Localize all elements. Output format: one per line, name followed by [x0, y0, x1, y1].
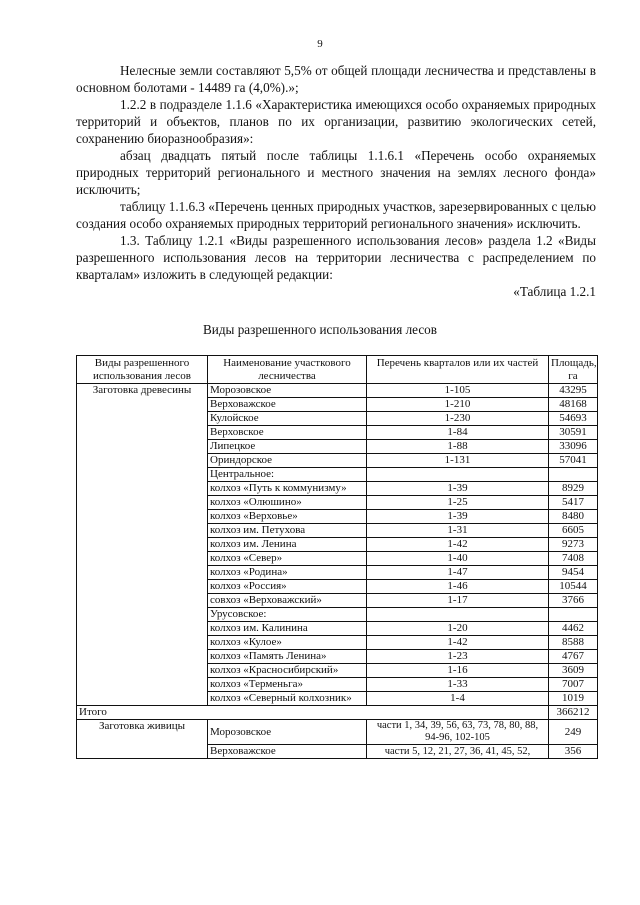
area-cell: 9273 [549, 538, 598, 552]
area-cell [549, 468, 598, 482]
area-cell: 43295 [549, 384, 598, 398]
district-cell: колхоз им. Калинина [208, 622, 367, 636]
quarters-cell [367, 608, 549, 622]
area-cell: 1019 [549, 692, 598, 706]
district-cell: колхоз «Олюшино» [208, 496, 367, 510]
district-cell: колхоз «Россия» [208, 580, 367, 594]
quarters-cell: 1-31 [367, 524, 549, 538]
table-row [77, 720, 598, 745]
area-cell: 249 [549, 720, 598, 745]
area-cell: 33096 [549, 440, 598, 454]
area-cell: 30591 [549, 426, 598, 440]
district-cell: Морозовское [208, 384, 367, 398]
area-cell: 57041 [549, 454, 598, 468]
table-row [77, 384, 598, 398]
district-cell: колхоз «Терменьга» [208, 678, 367, 692]
total-label: Итого [77, 706, 549, 720]
use-type-cell: Заготовка древесины [77, 384, 208, 706]
header-area: Площадь, га [549, 356, 598, 384]
forest-use-table [76, 355, 598, 759]
paragraph-table-1163: таблицу 1.1.6.3 «Перечень ценных природных участков, зарезервированных с целью создания особо охраняемых природных территорий регионального значения» исключить. [76, 199, 596, 231]
header-quarters: Перечень кварталов или их частей [367, 356, 549, 384]
body-text [76, 62, 596, 300]
area-cell: 6605 [549, 524, 598, 538]
area-cell: 3609 [549, 664, 598, 678]
page-number: 9 [317, 38, 323, 50]
quarters-cell: 1-39 [367, 482, 549, 496]
table-reference: «Таблица 1.2.1 [513, 284, 596, 299]
district-cell: колхоз «Красносибирский» [208, 664, 367, 678]
quarters-cell: 1-105 [367, 384, 549, 398]
quarters-cell: 1-230 [367, 412, 549, 426]
district-cell: колхоз им. Ленина [208, 538, 367, 552]
quarters-cell: 1-40 [367, 552, 549, 566]
quarters-cell: 1-17 [367, 594, 549, 608]
table-title: Виды разрешенного использования лесов [202, 322, 438, 337]
district-cell: Липецкое [208, 440, 367, 454]
quarters-cell: 1-84 [367, 426, 549, 440]
area-cell: 356 [549, 745, 598, 759]
area-cell: 9454 [549, 566, 598, 580]
area-cell: 3766 [549, 594, 598, 608]
area-cell: 8480 [549, 510, 598, 524]
district-cell: колхоз им. Петухова [208, 524, 367, 538]
district-cell: Ориндорское [208, 454, 367, 468]
district-cell: колхоз «Кулое» [208, 636, 367, 650]
quarters-cell [367, 468, 549, 482]
district-cell: Верховажское [208, 745, 367, 759]
quarters-cell: 1-131 [367, 454, 549, 468]
paragraph-nonforest: Нелесные земли составляют 5,5% от общей площади лесничества и представлены в основном болотами - 14489 га (4,0%).»; [76, 63, 596, 95]
quarters-cell: 1-16 [367, 664, 549, 678]
district-cell: колхоз «Северный колхозник» [208, 692, 367, 706]
header-use-type: Виды разрешенного использования лесов [77, 356, 208, 384]
district-cell: Морозовское [208, 720, 367, 745]
area-cell: 48168 [549, 398, 598, 412]
district-cell: колхоз «Север» [208, 552, 367, 566]
area-cell: 4767 [549, 650, 598, 664]
quarters-cell: 1-33 [367, 678, 549, 692]
district-cell: Верховское [208, 426, 367, 440]
quarters-cell: 1-88 [367, 440, 549, 454]
district-cell: Центральное: [208, 468, 367, 482]
area-cell: 7007 [549, 678, 598, 692]
table-header-row [77, 356, 598, 384]
paragraph-table-121: 1.3. Таблицу 1.2.1 «Виды разрешенного использования лесов» раздела 1.2 «Виды разрешенного использования лесов на территории лесничества с распределением по кварталам» изложить в следующей редакции: [76, 233, 596, 282]
quarters-cell: части 1, 34, 39, 56, 63, 73, 78, 80, 88, 94-96, 102-105 [367, 720, 549, 745]
paragraph-subsection-116: 1.2.2 в подразделе 1.1.6 «Характеристика имеющихся особо охраняемых природных территорий и объектов, планов по их организации, развитию экологических сетей, сохранению биоразнообразия»: [76, 97, 596, 146]
district-cell: Урусовское: [208, 608, 367, 622]
district-cell: Верховажское [208, 398, 367, 412]
total-row [77, 706, 598, 720]
area-cell: 5417 [549, 496, 598, 510]
quarters-cell: 1-47 [367, 566, 549, 580]
quarters-cell: 1-4 [367, 692, 549, 706]
total-value: 366212 [549, 706, 598, 720]
district-cell: колхоз «Путь к коммунизму» [208, 482, 367, 496]
district-cell: совхоз «Верховажский» [208, 594, 367, 608]
district-cell: колхоз «Память Ленина» [208, 650, 367, 664]
quarters-cell: 1-20 [367, 622, 549, 636]
quarters-cell: 1-46 [367, 580, 549, 594]
area-cell: 10544 [549, 580, 598, 594]
area-cell: 8588 [549, 636, 598, 650]
district-cell: Кулойское [208, 412, 367, 426]
area-cell: 54693 [549, 412, 598, 426]
area-cell: 7408 [549, 552, 598, 566]
quarters-cell: 1-23 [367, 650, 549, 664]
district-cell: колхоз «Родина» [208, 566, 367, 580]
quarters-cell: 1-25 [367, 496, 549, 510]
area-cell: 8929 [549, 482, 598, 496]
quarters-cell: части 5, 12, 21, 27, 36, 41, 45, 52, [367, 745, 549, 759]
use-type-cell: Заготовка живицы [77, 720, 208, 759]
area-cell [549, 608, 598, 622]
header-district: Наименование участкового лесничества [208, 356, 367, 384]
quarters-cell: 1-42 [367, 538, 549, 552]
district-cell: колхоз «Верховье» [208, 510, 367, 524]
paragraph-abzac: абзац двадцать пятый после таблицы 1.1.6.1 «Перечень особо охраняемых природных территорий регионального и местного значения на землях лесного фонда» исключить; [76, 148, 596, 197]
area-cell: 4462 [549, 622, 598, 636]
quarters-cell: 1-42 [367, 636, 549, 650]
quarters-cell: 1-210 [367, 398, 549, 412]
table-body [77, 384, 598, 759]
quarters-cell: 1-39 [367, 510, 549, 524]
